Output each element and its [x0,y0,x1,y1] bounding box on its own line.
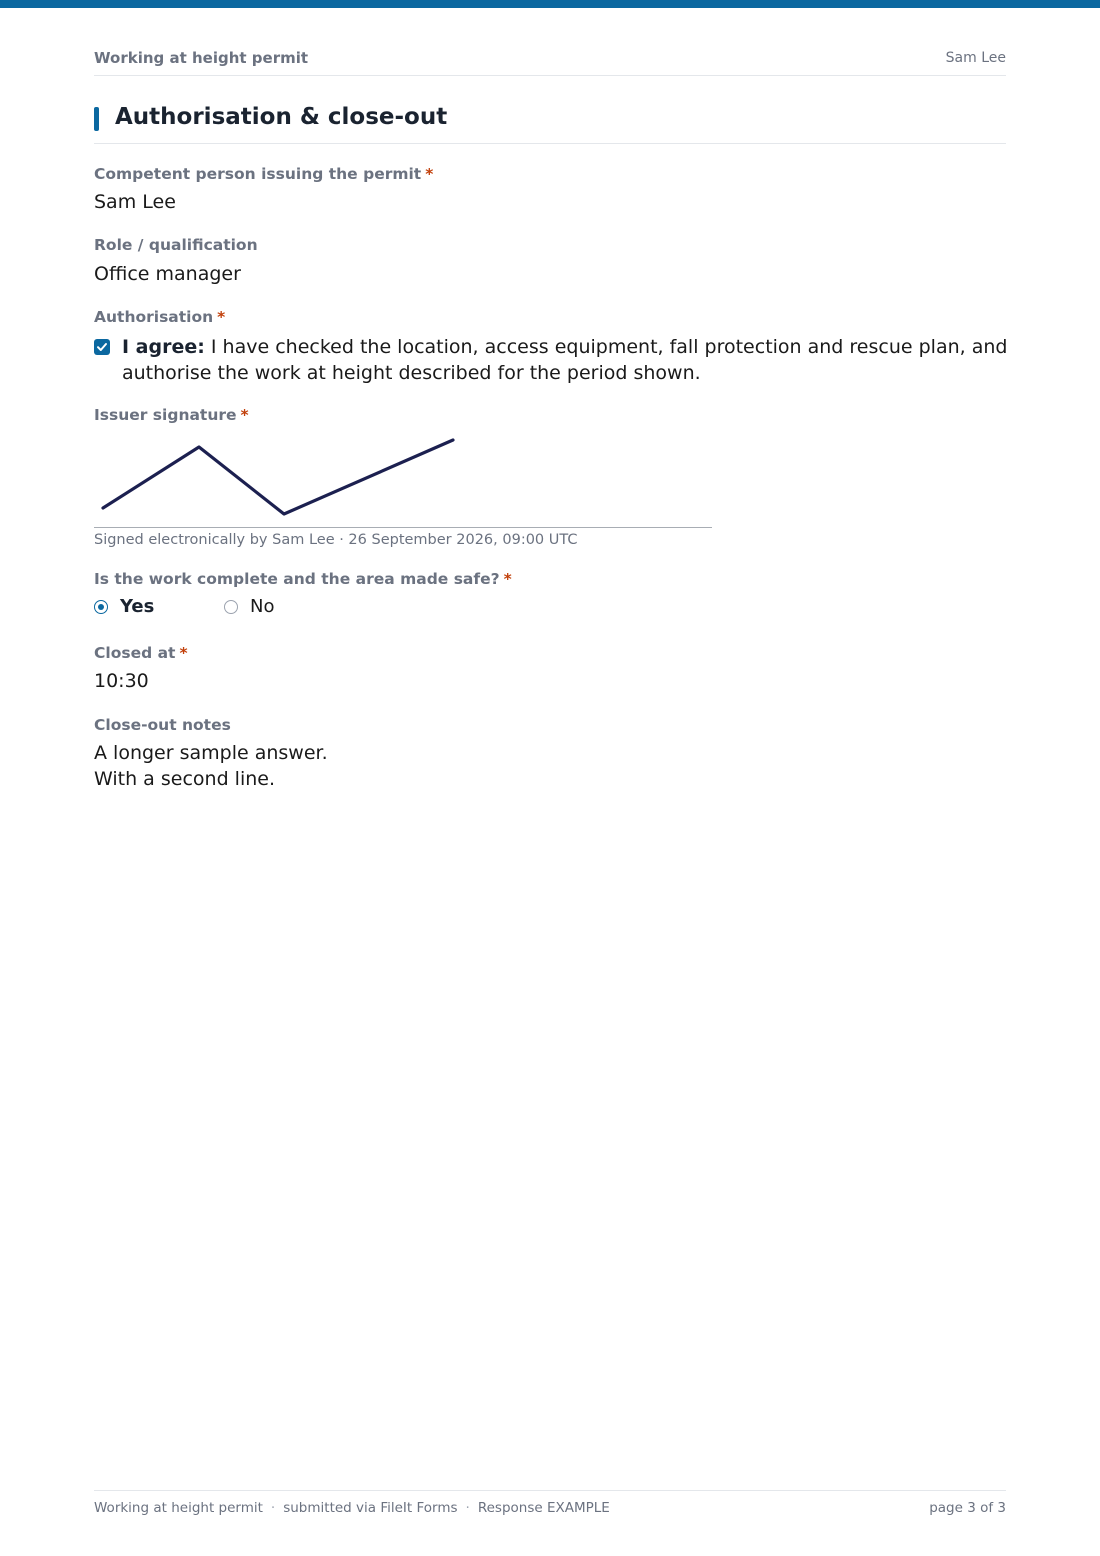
notes-label: Close-out notes [94,716,231,734]
required-marker: * [179,644,188,662]
role-label: Role / qualification [94,236,258,254]
signature-caption: Signed electronically by Sam Lee · 26 September 2026, 09:00 UTC [94,532,578,548]
footer-info [94,1500,610,1516]
complete-label-text: Is the work complete and the area made safe? [94,570,500,588]
document-title: Working at height permit [94,49,309,67]
complete-label [94,570,512,588]
authorisation-label [94,308,225,326]
section-accent-bar [94,107,99,131]
user-name: Sam Lee [945,50,1006,66]
issuer-value: Sam Lee [94,191,176,213]
agree-prefix: I agree: [122,336,205,358]
radio-empty-icon [224,600,238,614]
radio-no-label: No [250,596,275,617]
role-value: Office manager [94,263,241,285]
signature-image [94,428,712,527]
signature-box [94,428,712,528]
authorisation-label-text: Authorisation [94,308,214,326]
signature-label [94,406,249,424]
agree-text: I have checked the location, access equipment, fall protection and rescue plan, and authorise the work at height described for the period shown. [122,336,1008,384]
required-marker: * [425,165,434,183]
checkmark-icon [96,341,108,353]
issuer-label-text: Competent person issuing the permit [94,165,422,183]
issuer-label [94,165,433,183]
signature-label-text: Issuer signature [94,406,237,424]
closed-at-value: 10:30 [94,670,149,692]
agree-checkbox[interactable] [94,339,110,355]
required-marker: * [217,308,226,326]
footer-response: Response EXAMPLE [477,1500,610,1516]
required-marker: * [240,406,249,424]
section-title: Authorisation & close-out [115,104,448,130]
complete-radio-group [94,596,494,620]
closed-at-label-text: Closed at [94,644,176,662]
radio-yes-label: Yes [120,596,155,617]
notes-value: A longer sample answer. With a second line. [94,742,328,790]
running-header [94,48,1006,76]
footer-submitted-via: submitted via FileIt Forms [283,1500,458,1516]
radio-selected-icon [94,600,108,614]
footer-form-name: Working at height permit [94,1500,263,1516]
separator-dot: · [465,1500,470,1516]
separator-dot: · [270,1500,276,1516]
required-marker: * [503,570,512,588]
top-accent-bar [0,0,1100,8]
closed-at-label [94,644,188,662]
page-footer [94,1490,1006,1521]
section-heading [94,104,1006,144]
page-number: page 3 of 3 [929,1500,1006,1516]
agree-statement [122,334,1012,386]
